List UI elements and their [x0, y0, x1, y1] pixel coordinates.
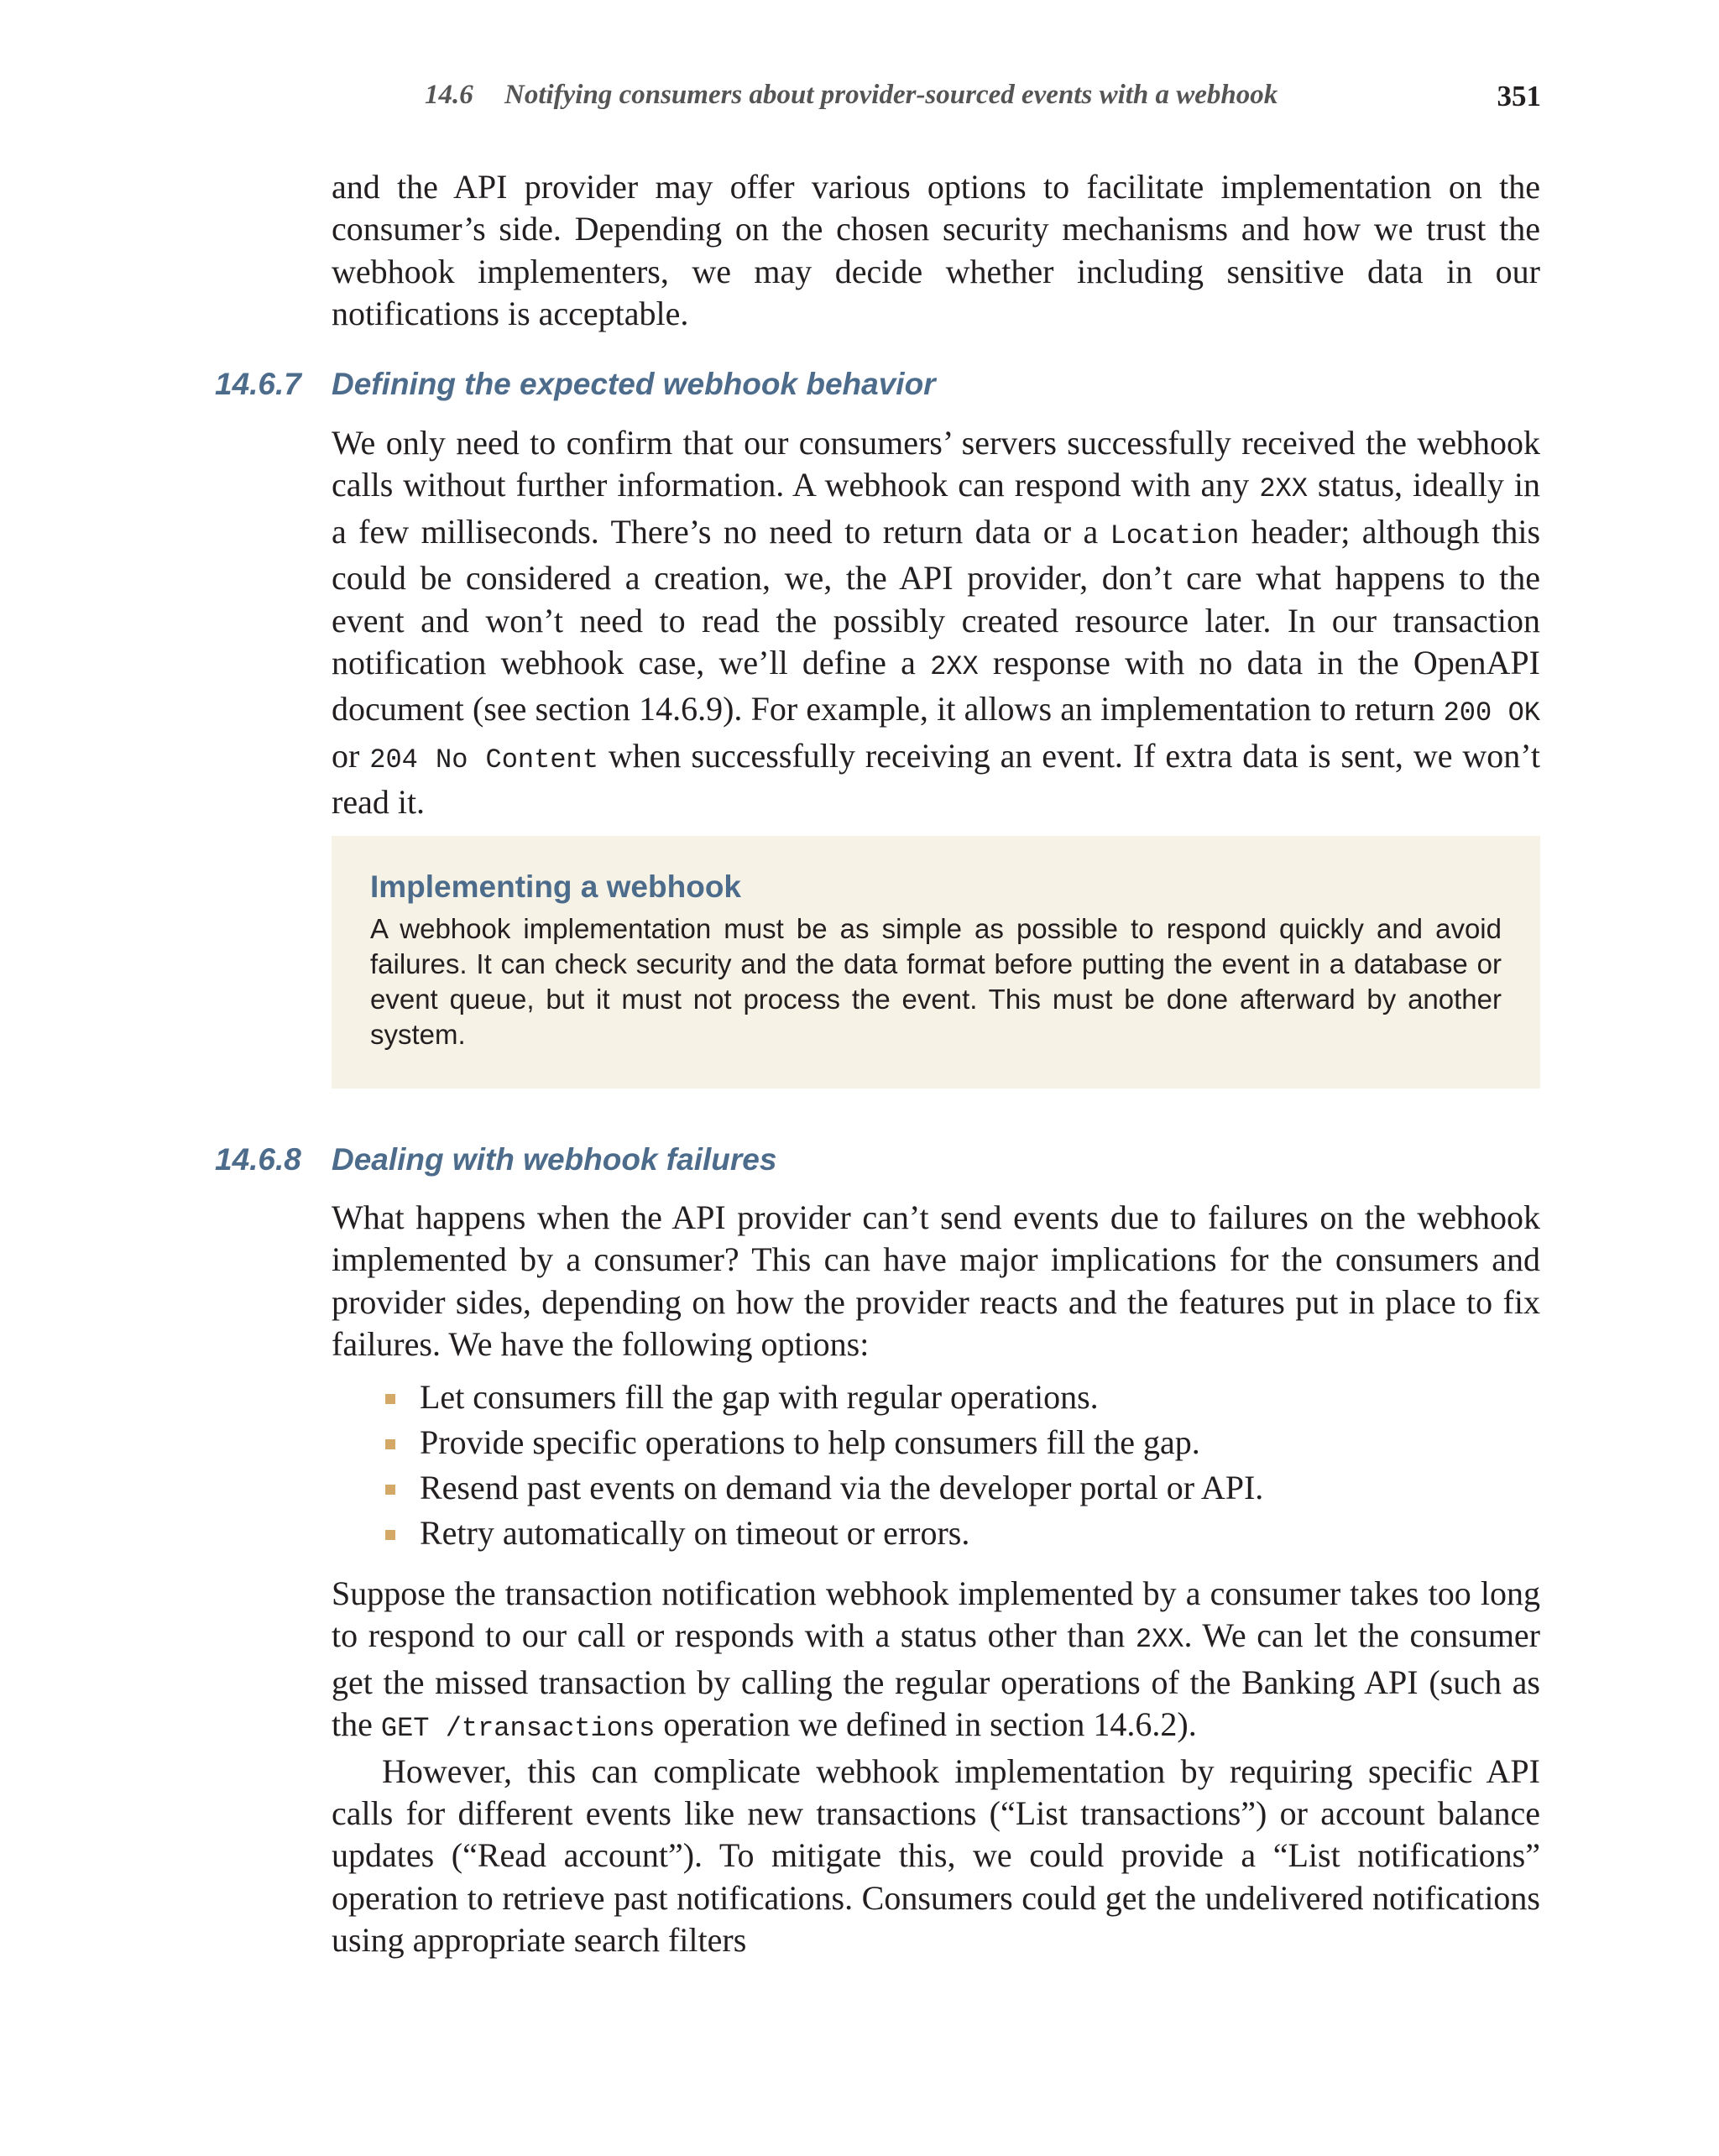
section-14-6-8-continued [332, 1573, 1540, 1962]
bullet-square-icon [385, 1394, 395, 1404]
running-header-section-number: 14.6 [425, 80, 473, 110]
section-number: 14.6.8 [215, 1142, 301, 1177]
section-title: Defining the expected webhook behavior [332, 367, 936, 401]
sidebar-box [332, 836, 1540, 1088]
list-item [382, 1511, 1540, 1556]
mitigation-paragraph: However, this can complicate webhook implementation by requiring specific API calls for different events like new transactions (“List transactions”) or account balance updates (“Read account”). To mitigate this, we could provide a “List notifications” operation to retrieve past notifications. Consumers could get the undelivered notifications using appropriate search filters [332, 1751, 1540, 1960]
list-item-text: Retry automatically on timeout or errors. [420, 1514, 970, 1552]
inline-code: 204 No Content [369, 744, 598, 775]
inline-code: Location [1110, 519, 1240, 551]
text-run: operation we defined in section 14.6.2). [655, 1705, 1197, 1744]
running-header [425, 80, 1541, 122]
list-item [382, 1420, 1540, 1465]
section-title: Dealing with webhook failures [332, 1142, 777, 1177]
text-run: header; although this could be considered a creation, we, the API provider, don’t care what happens to the event and won’t need to read the possibly created resource later. In our transaction notification webhook case, we’ll define a [332, 512, 1541, 682]
text-run: We only need to confirm that our consumers’ servers successfully received the webhook calls without further information. A webhook can respond with any [332, 424, 1540, 504]
list-item [382, 1375, 1540, 1420]
inline-code: 200 OK [1443, 697, 1541, 729]
section-number: 14.6.7 [215, 367, 301, 401]
section-14-6-7-body [332, 422, 1540, 824]
text-run: . We can let the consumer get the missed transaction by calling the regular operations of the Banking API (such as the [332, 1616, 1541, 1744]
timeout-paragraph [332, 1573, 1540, 1751]
list-item-text: Provide specific operations to help consumers fill the gap. [420, 1423, 1200, 1461]
running-header-title: Notifying consumers about provider-sourced events with a webhook [504, 80, 1278, 110]
list-item-text: Let consumers fill the gap with regular operations. [420, 1378, 1099, 1416]
intro-paragraph-block [332, 166, 1540, 336]
intro-paragraph: and the API provider may offer various options to facilitate implementation on the consumer’s side. Depending on the chosen security mechanisms and how we trust the webhook implementers, we may decide whether including sensitive data in our notifications is acceptable. [332, 168, 1540, 333]
text-run: status, ideally in a few milliseconds. There’s no need to return data or a [332, 466, 1540, 551]
failures-paragraph: What happens when the API provider can’t send events due to failures on the webhook implemented by a consumer? This can have major implications for the consumers and provider sides, depending on how the provider reacts and the features put in place to fix failures. We have the following options: [332, 1198, 1540, 1364]
options-list [382, 1375, 1540, 1556]
webhook-behavior-paragraph [332, 422, 1540, 824]
sidebar-title: Implementing a webhook [370, 869, 741, 904]
bullet-square-icon [385, 1485, 395, 1495]
inline-code: GET /transactions [380, 1713, 656, 1745]
list-item [382, 1465, 1540, 1511]
inline-code: 2XX [1135, 1624, 1184, 1656]
list-item-text: Resend past events on demand via the developer portal or API. [420, 1469, 1264, 1506]
text-run: when successfully receiving an event. If extra data is sent, we won’t read it. [332, 736, 1540, 822]
text-run: or [332, 736, 370, 775]
bullet-square-icon [385, 1439, 395, 1449]
bullet-square-icon [385, 1530, 395, 1540]
text-run: Suppose the transaction notification webhook implemented by a consumer takes too long to respond to our call or responds with a status other than [332, 1574, 1540, 1655]
text-run: response with no data in the OpenAPI document (see section 14.6.9). For example, it allows an implementation to return [332, 644, 1540, 728]
section-14-6-8-intro [332, 1197, 1540, 1366]
inline-code: 2XX [1259, 473, 1308, 505]
sidebar-body: A webhook implementation must be as simple as possible to respond quickly and avoid failures. It can check security and the data format before putting the event in a database or event queue, but it must not process the event. This must be done afterward by another system. [370, 913, 1502, 1050]
page-number: 351 [1497, 80, 1541, 112]
inline-code: 2XX [930, 651, 979, 683]
